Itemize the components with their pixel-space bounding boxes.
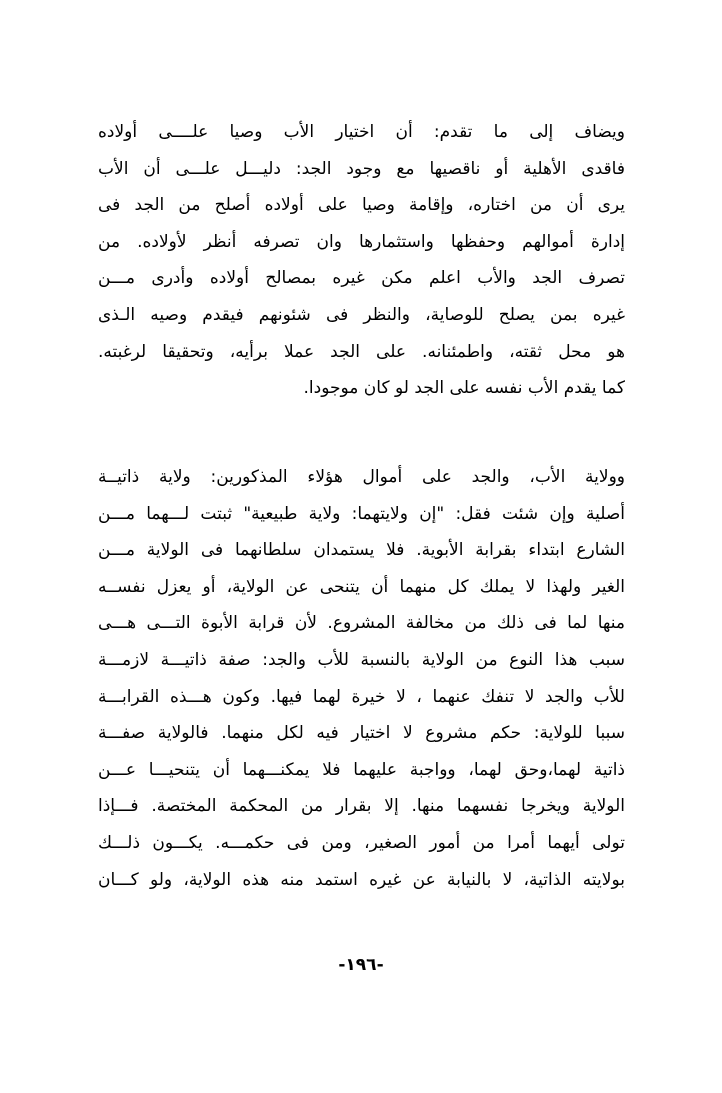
text-line: يرى أن من اختاره، وإقامة وصيا على أولاده أصلح من الجد فى bbox=[98, 195, 625, 216]
text-line: كما يقدم الأب نفسه على الجد لو كان موجودا. bbox=[303, 378, 625, 399]
text-line: غيره بمن يصلح للوصاية، والنظر فى شئونهم فيقدم وصيه الـذى bbox=[98, 304, 625, 325]
text-line: تصرف الجد والأب اعلم مكن غيره بمصالح أولاده وأدرى مـــن bbox=[98, 268, 625, 289]
text-line: فاقدى الأهلية أو ناقصيها مع وجود الجد: دليـــل علـــى أن الأب bbox=[98, 158, 625, 179]
text-line: منها لما فى ذلك من مخالفة المشروع. لأن قرابة الأبوة التـــى هـــى bbox=[98, 613, 625, 634]
paragraph-1 bbox=[98, 114, 625, 407]
text-line: إدارة أموالهم وحفظها واستثمارها وان تصرفه أنظر لأولاده. من bbox=[98, 231, 625, 252]
text-line: للأب والجد لا تنفك عنهما ، لا خيرة لهما فيها. وكون هـــذه القرابـــة bbox=[98, 686, 625, 707]
text-line: أصلية وإن شئت فقل: "إن ولايتهما: ولاية طبيعية" ثبتت لـــهما مـــن bbox=[98, 503, 625, 524]
text-line: تولى أيهما أمرا من أمور الصغير، ومن فى حكمـــه. يكـــون ذلـــك bbox=[98, 832, 625, 853]
text-line: الغير ولهذا لا يملك كل منهما أن يتنحى عن الولاية، أو يعزل نفســه bbox=[98, 576, 625, 597]
text-line: وولاية الأب، والجد على أموال هؤلاء المذكورين: ولاية ذاتيــة bbox=[98, 467, 625, 487]
text-line: هو محل ثقته، واطمئنانه. على الجد عملا برأيه، وتحقيقا لرغبته. bbox=[98, 341, 625, 362]
text-line: سببا للولاية: حكم مشروع لا اختيار فيه لكل منهما. فالولاية صفـــة bbox=[98, 723, 625, 744]
text-line: ويضاف إلى ما تقدم: أن اختيار الأب وصيا علــــى أولاده bbox=[98, 122, 625, 142]
text-line: بولايته الذاتية، لا بالنيابة عن غيره استمد منه هذه الولاية، ولو كـــان bbox=[98, 869, 625, 890]
text-line: ذاتية لهما،وحق لهما، وواجبة عليهما فلا يمكنـــهما أن يتنحيـــا عـــن bbox=[98, 759, 625, 780]
text-line: سبب هذا النوع من الولاية بالنسبة للأب والجد: صفة ذاتيـــة لازمـــة bbox=[98, 649, 625, 670]
text-line: الولاية ويخرجا نفسهما منها. إلا بقرار من المحكمة المختصة. فـــإذا bbox=[98, 796, 625, 817]
paragraph-2 bbox=[98, 459, 625, 898]
text-line: الشارع ابتداء بقرابة الأبوية. فلا يستمدان سلطانهما فى الولاية مـــن bbox=[98, 540, 625, 561]
page-number: -١٩٦- bbox=[338, 955, 384, 975]
